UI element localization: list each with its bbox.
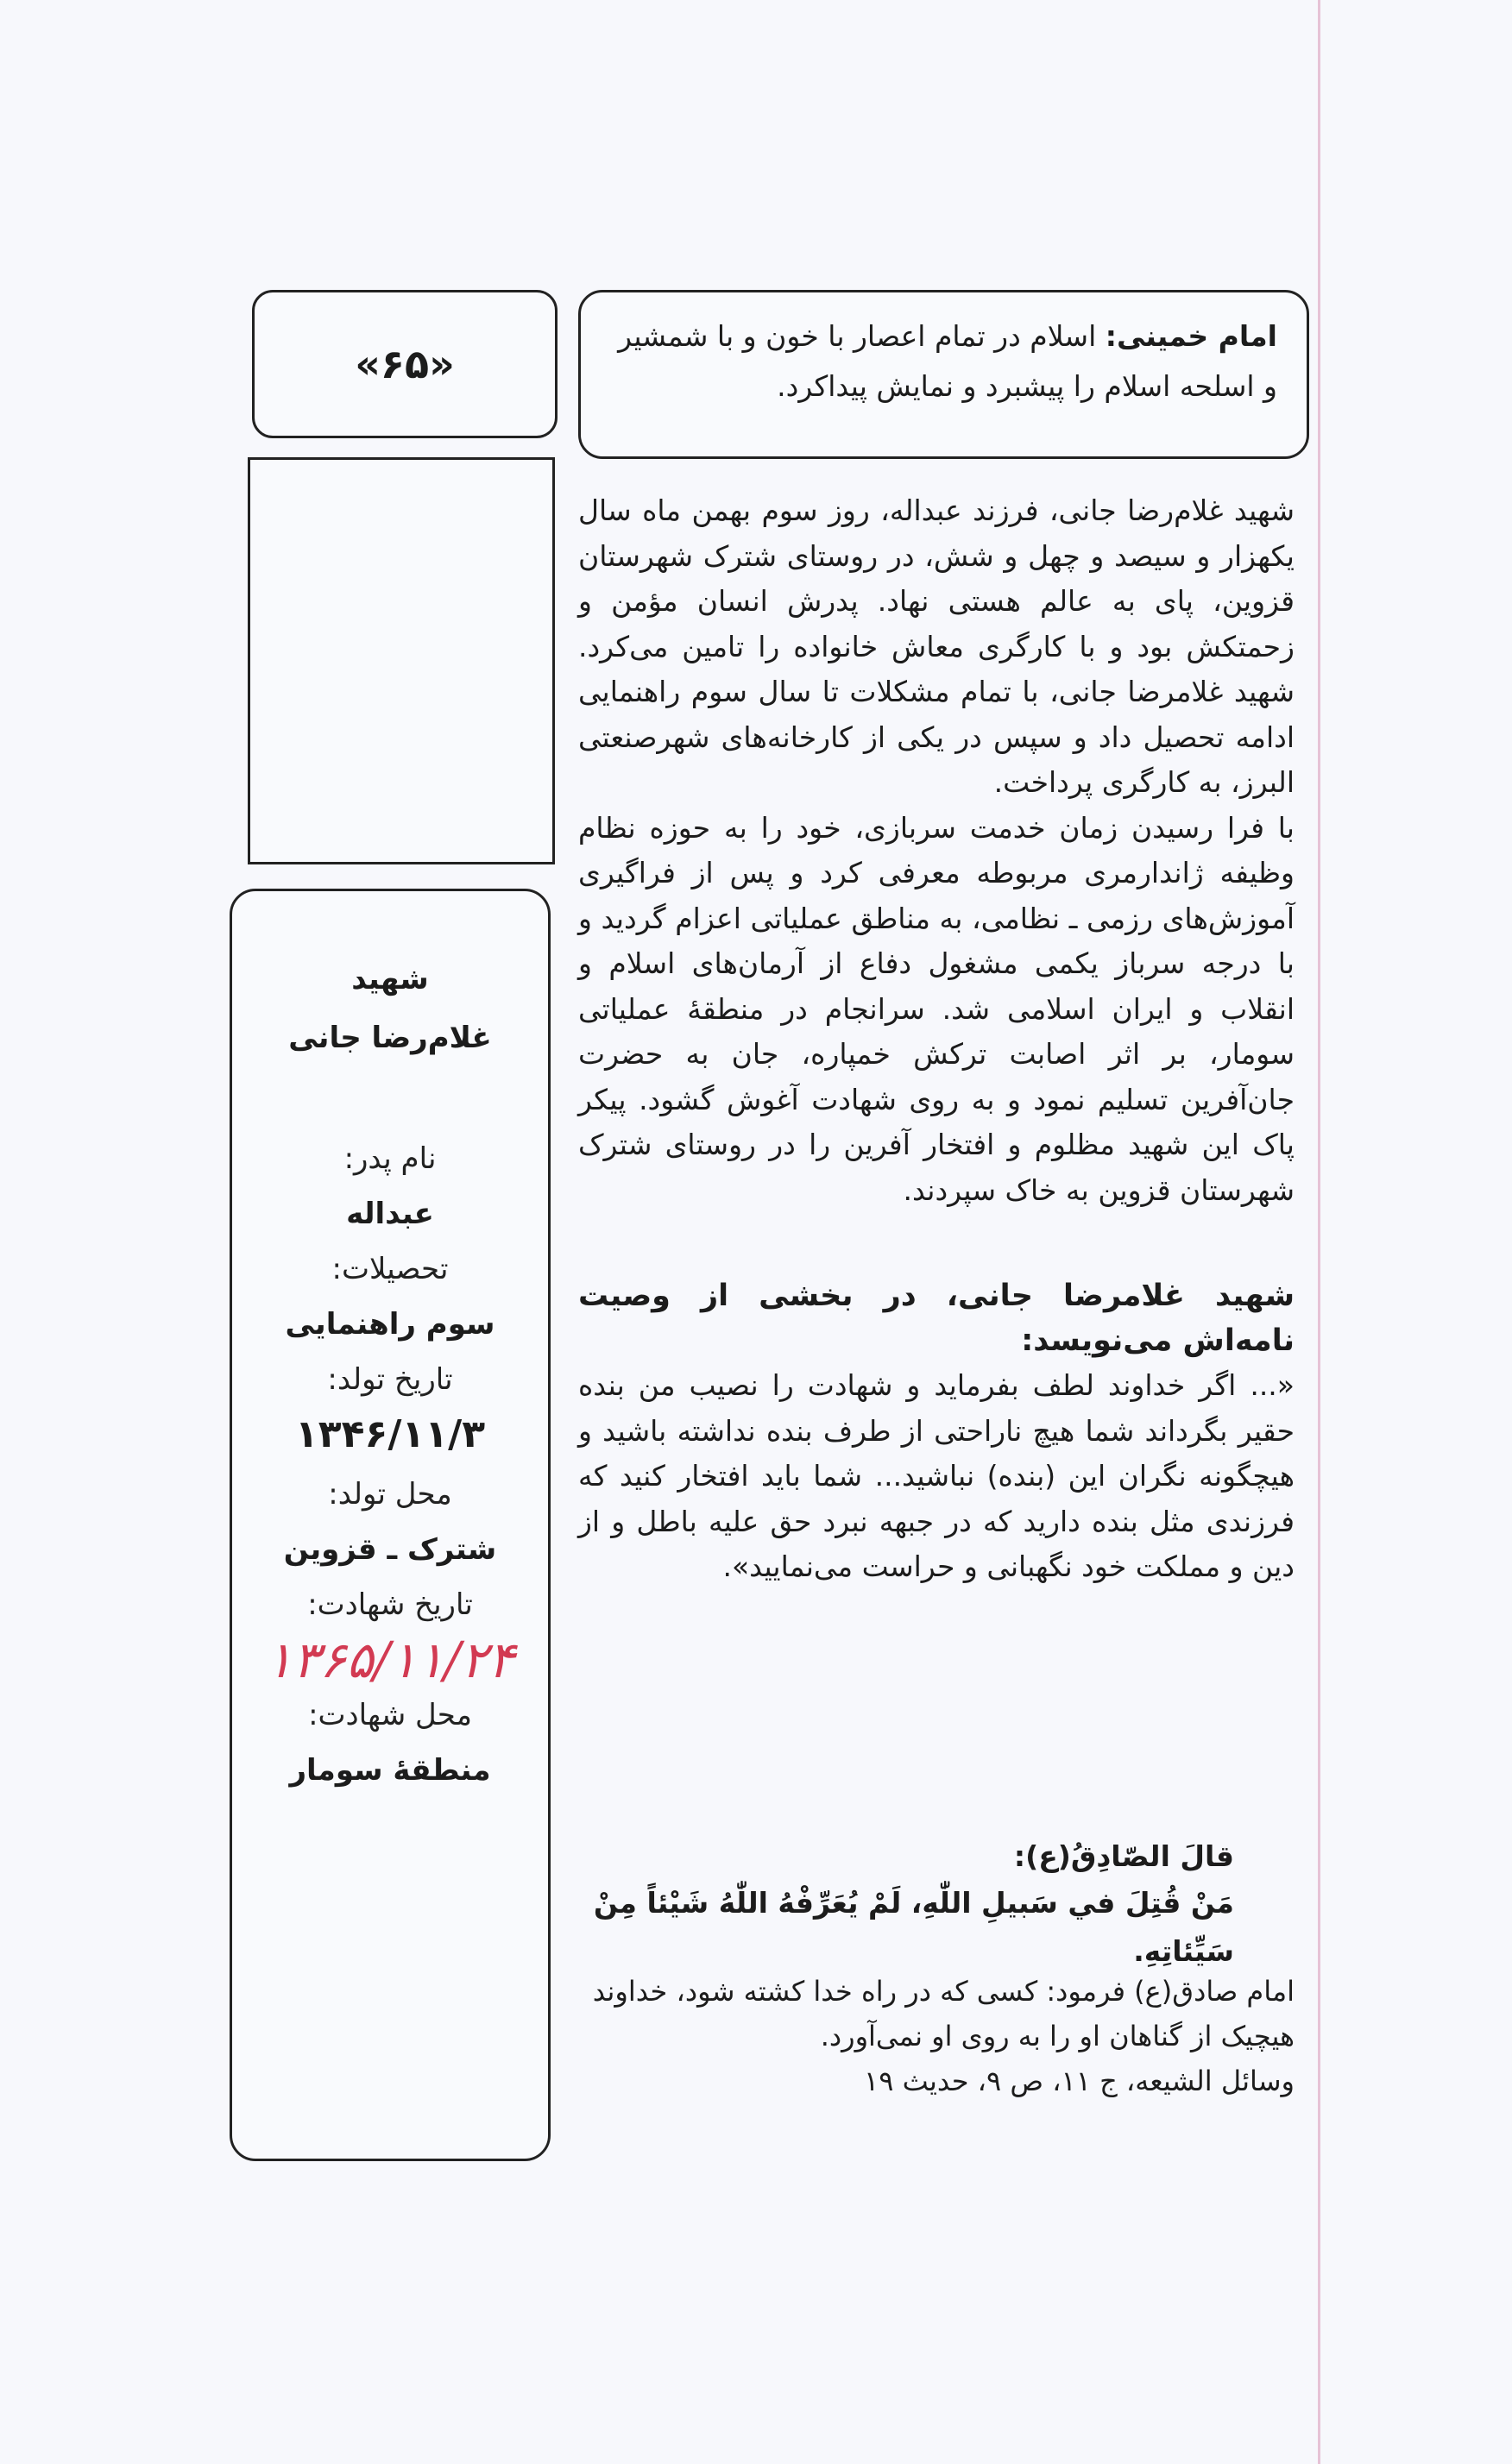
martyrdom-date: ۱۳۶۵/۱۱/۲۴	[265, 1631, 515, 1689]
quote-speaker: امام خمینی:	[1105, 319, 1277, 353]
page-number-box	[252, 290, 558, 438]
martyr-info-box	[230, 889, 551, 2161]
biography-paragraph-2: با فرا رسیدن زمان خدمت سربازی، خود را به حوزه نظام وظیفه ژاندارمری مربوطه معرفی کرد و پس از فراگیری آموزش‌های رزمی ـ نظامی، به مناطق عملیاتی اعزام گردید و با درجه سرباز یکمی مشغول دفاع از آرمان‌های اسلام و انقلاب و ایران اسلامی شد. سرانجام در منطقهٔ عملیاتی سومار، بر اثر اصابت ترکش خمپاره، جان به حضرت جان‌آفرین تسلیم نمود و به روی شهادت آغوش گشود. پیکر پاک این شهید مظلوم و افتخار آفرین را در روستای شترک شهرستان قزوین به خاک سپردند.	[578, 810, 1295, 1207]
page-margin-line	[1318, 0, 1320, 2464]
page-number: «۶۵»	[355, 341, 455, 387]
translation-source: وسائل الشیعه، ج ۱۱، ص ۹، حدیث ۱۹	[864, 2065, 1295, 2097]
education-label: تحصیلات:	[331, 1252, 449, 1286]
biography-paragraph-1: شهید غلام‌رضا جانی، فرزند عبداله، روز سوم بهمن ماه سال یکهزار و سیصد و چهل و شش، در روستای شترک شهرستان قزوین، پای به عالم هستی نهاد. پدرش انسان مؤمن و زحمتکش بود و با کارگری معاش خانواده را تامین می‌کرد. شهید غلامرضا جانی، با تمام مشکلات تا سال سوم راهنمایی ادامه تحصیل داد و سپس در یکی از کارخانه‌های شهرصنعتی البرز، به کارگری پرداخت.	[578, 493, 1295, 799]
birth-place-label: محل تولد:	[328, 1477, 452, 1512]
birth-date-label: تاریخ تولد:	[327, 1362, 453, 1397]
birth-place: شترک ـ قزوین	[283, 1532, 497, 1567]
will-heading: شهید غلامرضا جانی، در بخشی از وصیت نامه‌اش می‌نویسد:	[578, 1279, 1295, 1358]
martyrdom-date-label: تاریخ شهادت:	[307, 1587, 473, 1622]
will-text: «... اگر خداوند لطف بفرماید و شهادت را نصیب من بنده حقیر بگرداند شما هیچ ناراحتی از طرف بنده نداشته باشید و هیچگونه نگران این (بنده) نباشید... شما باید افتخار کنید که فرزندی مثل بنده دارید که در جبهه نبرد حق علیه باطل و از دین و مملکت خود نگهبانی و حراست می‌نمایید».	[578, 1368, 1295, 1583]
hadith-text: مَنْ قُتِلَ في سَبيلِ اللّٰهِ، لَمْ يُعَرِّفْهُ اللّٰهُ شَيْئاً مِنْ سَيِّئاتِهِ.	[593, 1886, 1234, 1968]
imam-quote	[610, 311, 1277, 412]
imam-quote-box	[578, 290, 1309, 459]
hadith-title: قالَ الصّادِقُ(ع):	[1013, 1839, 1234, 1873]
will-section	[578, 1273, 1295, 1590]
martyrdom-place: منطقهٔ سومار	[289, 1753, 491, 1788]
birth-date: ۱۳۴۶/۱۱/۳	[294, 1412, 486, 1456]
hadith-translation	[552, 1969, 1295, 2103]
education-value: سوم راهنمایی	[285, 1307, 495, 1342]
hadith-section	[578, 1834, 1234, 1976]
quote-text: اسلام در تمام اعصار با خون و با شمشیر و اسلحه اسلام را پیشبرد و نمایش پیداکرد.	[618, 319, 1277, 403]
biography	[578, 488, 1295, 1213]
translation-text: امام صادق(ع) فرمود: کسی که در راه خدا کشته شود، خداوند هیچیک از گناهان او را به روی او نمی‌آورد.	[592, 1975, 1295, 2052]
martyr-name: غلام‌رضا جانی	[288, 1021, 492, 1055]
martyr-title: شهید	[351, 962, 429, 996]
photo-placeholder	[248, 457, 555, 864]
father-label: نام پدر:	[343, 1141, 437, 1176]
father-name: عبداله	[346, 1197, 434, 1231]
martyrdom-place-label: محل شهادت:	[308, 1698, 472, 1732]
